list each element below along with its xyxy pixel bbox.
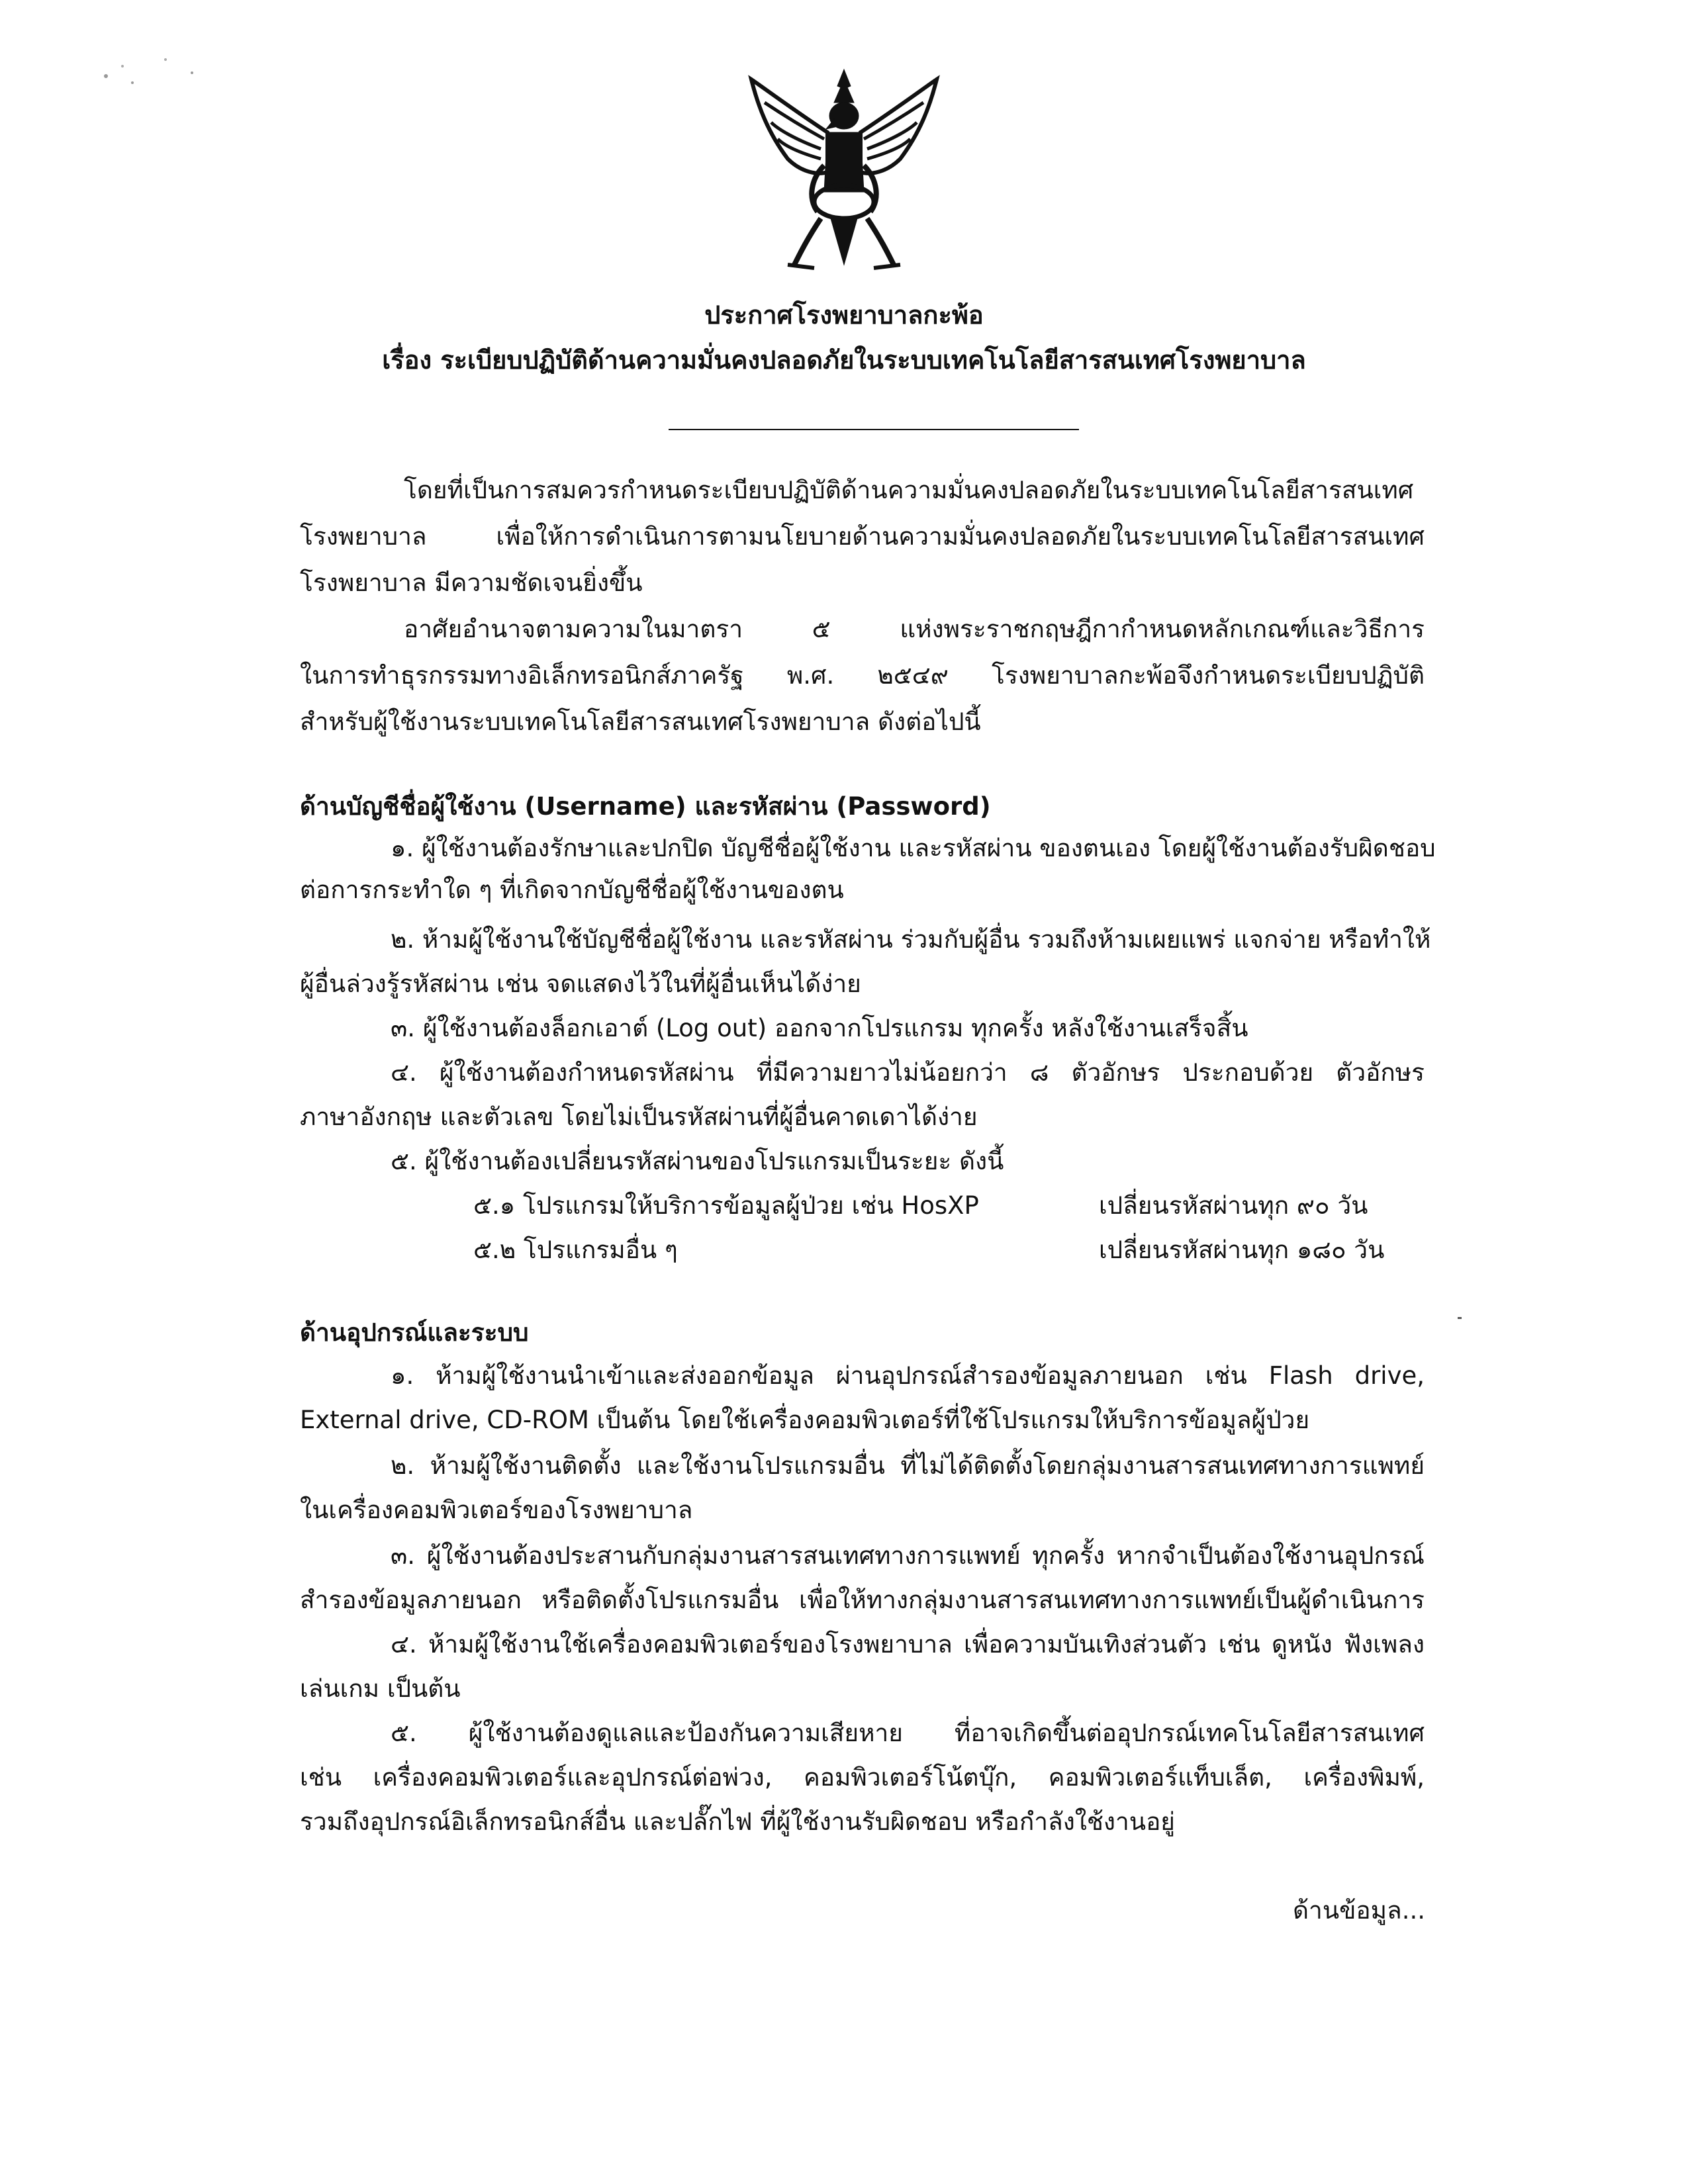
rule-line: ๑. ผู้ใช้งานต้องรักษาและปกปิด บัญชีชื่อผู้ใช้งาน และรหัสผ่าน ของตนเอง โดยผู้ใช้งานต้องรับผิดชอบ [391, 834, 1436, 862]
scan-mark [1458, 1317, 1462, 1319]
garuda-emblem [748, 66, 940, 278]
rule-line: ในเครื่องคอมพิวเตอร์ของโรงพยาบาล [300, 1496, 693, 1524]
sub-item-program: ๕.๑ โปรแกรมให้บริการข้อมูลผู้ป่วย เช่น HosXP [473, 1191, 979, 1220]
rule-line: ต่อการกระทำใด ๆ ที่เกิดจากบัญชีชื่อผู้ใช้งานของตน [300, 876, 844, 904]
rule-line: ๔. ผู้ใช้งานต้องกำหนดรหัสผ่าน ที่มีความยาวไม่น้อยกว่า ๘ ตัวอักษร ประกอบด้วย ตัวอักษร [391, 1058, 1425, 1087]
intro-line: สำหรับผู้ใช้งานระบบเทคโนโลยีสารสนเทศโรงพยาบาล ดังต่อไปนี้ [300, 707, 981, 736]
sub-item-change: เปลี่ยนรหัสผ่านทุก ๙๐ วัน [1099, 1191, 1368, 1220]
rule-line: เช่น เครื่องคอมพิวเตอร์และอุปกรณ์ต่อพ่วง, คอมพิวเตอร์โน้ตบุ๊ก, คอมพิวเตอร์แท็บเล็ต, เครื่องพิมพ์, [300, 1763, 1425, 1792]
intro-line: ในการทำธุรกรรมทางอิเล็กทรอนิกส์ภาครัฐ พ.ศ. ๒๕๔๙ โรงพยาบาลกะพ้อจึงกำหนดระเบียบปฏิบัติ [300, 661, 1425, 690]
rule-line: ๒. ห้ามผู้ใช้งานติดตั้ง และใช้งานโปรแกรมอื่น ที่ไม่ได้ติดตั้งโดยกลุ่มงานสารสนเทศทางการแพทย์ [391, 1451, 1425, 1480]
scan-specks [93, 40, 225, 106]
rule-line: เล่นเกม เป็นต้น [300, 1674, 461, 1703]
title-divider [669, 429, 1079, 430]
rule-line: ภาษาอังกฤษ และตัวเลข โดยไม่เป็นรหัสผ่านที่ผู้อื่นคาดเดาได้ง่าย [300, 1103, 978, 1131]
title-line-1: ประกาศโรงพยาบาลกะพ้อ [704, 300, 984, 330]
sub-item-change: เปลี่ยนรหัสผ่านทุก ๑๘๐ วัน [1099, 1236, 1385, 1264]
rule-line: ๓. ผู้ใช้งานต้องล็อกเอาต์ (Log out) ออกจากโปรแกรม ทุกครั้ง หลังใช้งานเสร็จสิ้น [391, 1014, 1248, 1042]
rule-line: ผู้อื่นล่วงรู้รหัสผ่าน เช่น จดแสดงไว้ในที่ผู้อื่นเห็นได้ง่าย [300, 970, 861, 998]
rule-line: สำรองข้อมูลภายนอก หรือติดตั้งโปรแกรมอื่น เพื่อให้ทางกลุ่มงานสารสนเทศทางการแพทย์เป็นผู้ดำเนินการ [300, 1586, 1425, 1614]
intro-line: โดยที่เป็นการสมควรกำหนดระเบียบปฏิบัติด้านความมั่นคงปลอดภัยในระบบเทคโนโลยีสารสนเทศ [404, 476, 1414, 504]
rule-line: ๔. ห้ามผู้ใช้งานใช้เครื่องคอมพิวเตอร์ของโรงพยาบาล เพื่อความบันเทิงส่วนตัว เช่น ดูหนัง ฟังเพลง [391, 1630, 1425, 1659]
continuation-footer: ด้านข้อมูล... [1293, 1896, 1425, 1925]
rule-line: ๑. ห้ามผู้ใช้งานนำเข้าและส่งออกข้อมูล ผ่านอุปกรณ์สำรองข้อมูลภายนอก เช่น Flash drive, [391, 1361, 1425, 1390]
intro-line: โรงพยาบาล เพื่อให้การดำเนินการตามนโยบายด้านความมั่นคงปลอดภัยในระบบเทคโนโลยีสารสนเทศ [300, 522, 1425, 551]
rule-line: ๕. ผู้ใช้งานต้องดูแลและป้องกันความเสียหาย ที่อาจเกิดขึ้นต่ออุปกรณ์เทคโนโลยีสารสนเทศ [391, 1719, 1425, 1747]
intro-line: โรงพยาบาล มีความชัดเจนยิ่งขึ้น [300, 569, 643, 597]
section-heading-account: ด้านบัญชีชื่อผู้ใช้งาน (Username) และรหัสผ่าน (Password) [300, 792, 991, 821]
title-line-2: เรื่อง ระเบียบปฏิบัติด้านความมั่นคงปลอดภัยในระบบเทคโนโลยีสารสนเทศโรงพยาบาล [382, 345, 1306, 375]
rule-line: รวมถึงอุปกรณ์อิเล็กทรอนิกส์อื่น และปลั๊กไฟ ที่ผู้ใช้งานรับผิดชอบ หรือกำลังใช้งานอยู่ [300, 1807, 1175, 1836]
section-heading-devices: ด้านอุปกรณ์และระบบ [300, 1318, 529, 1347]
intro-line: อาศัยอำนาจตามความในมาตรา ๕ แห่งพระราชกฤษฎีกากำหนดหลักเกณฑ์และวิธีการ [404, 615, 1425, 643]
sub-item-program: ๕.๒ โปรแกรมอื่น ๆ [473, 1236, 678, 1264]
rule-line: ๒. ห้ามผู้ใช้งานใช้บัญชีชื่อผู้ใช้งาน และรหัสผ่าน ร่วมกับผู้อื่น รวมถึงห้ามเผยแพร่ แจกจ่าย หรือทำให้ [391, 925, 1431, 954]
rule-line: ๕. ผู้ใช้งานต้องเปลี่ยนรหัสผ่านของโปรแกรมเป็นระยะ ดังนี้ [391, 1147, 1004, 1175]
rule-line: External drive, CD-ROM เป็นต้น โดยใช้เครื่องคอมพิวเตอร์ที่ใช้โปรแกรมให้บริการข้อมูลผู้ป่วย [300, 1406, 1310, 1434]
rule-line: ๓. ผู้ใช้งานต้องประสานกับกลุ่มงานสารสนเทศทางการแพทย์ ทุกครั้ง หากจำเป็นต้องใช้งานอุปกรณ์ [391, 1541, 1425, 1570]
